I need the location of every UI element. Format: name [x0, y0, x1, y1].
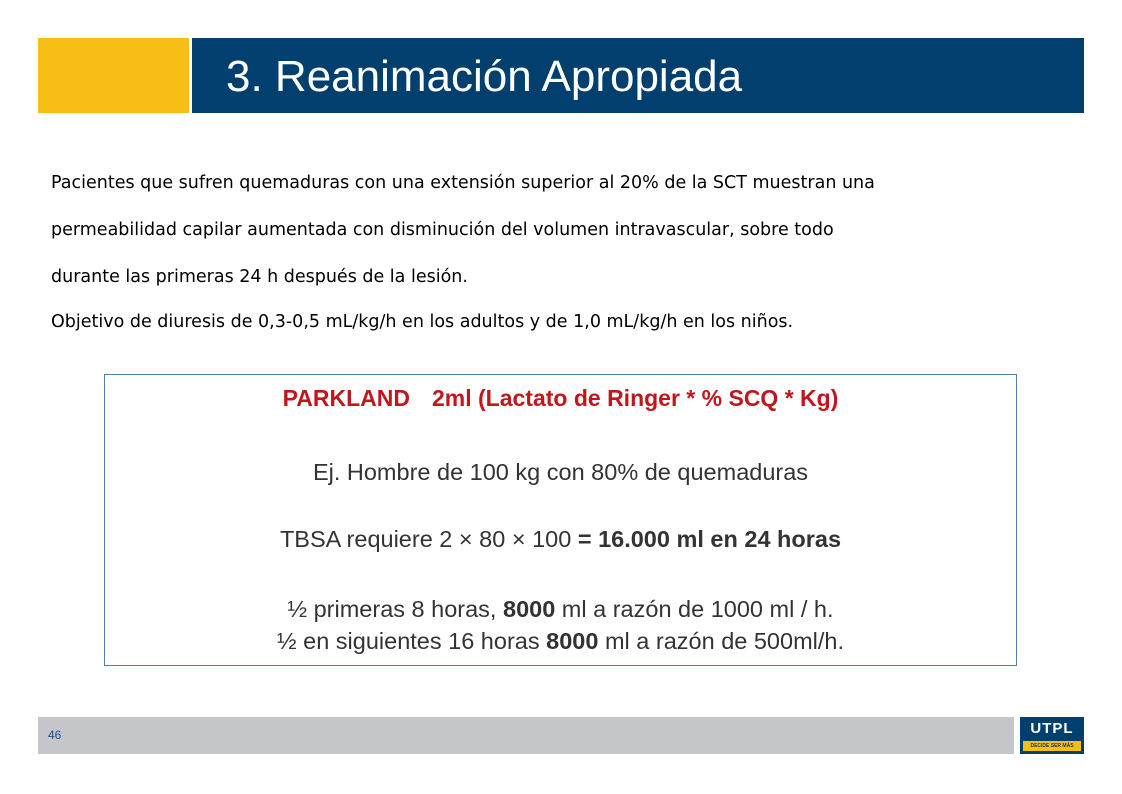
header-accent-block — [38, 38, 189, 113]
formula-expression: 2ml (Lactato de Ringer * % SCQ * Kg) — [431, 385, 839, 411]
utpl-logo — [1020, 717, 1084, 754]
split-lines — [105, 593, 1016, 657]
split-line-2-volume: 8000 — [546, 628, 599, 654]
body-line-1: Pacientes que sufren quemaduras con una extensión superior al 20% de la SCT muestran una — [51, 173, 875, 193]
body-text — [51, 160, 1071, 346]
split-line-1-c: ml a razón de 1000 ml / h. — [555, 596, 834, 622]
body-line-4: Objetivo de diuresis de 0,3-0,5 mL/kg/h en los adultos y de 1,0 mL/kg/h en los niños. — [51, 312, 794, 332]
calculation-line — [105, 524, 1016, 554]
logo-tagline-bar — [1023, 741, 1081, 751]
page-title: 3. Reanimación Apropiada — [226, 52, 743, 101]
split-line-1-volume: 8000 — [503, 596, 556, 622]
body-line-3: durante las primeras 24 h después de la lesión. — [51, 267, 468, 287]
calc-prefix: TBSA requiere 2 × 80 × 100 — [279, 526, 572, 552]
title-bar — [192, 38, 1084, 113]
page-number: 46 — [48, 728, 62, 742]
split-line-2-a: ½ en siguientes 16 horas — [277, 628, 547, 654]
logo-text: UTPL — [1030, 720, 1074, 737]
formula-name: PARKLAND — [282, 385, 410, 411]
body-line-2: permeabilidad capilar aumentada con disminución del volumen intravascular, sobre todo — [51, 220, 834, 240]
parkland-formula-box — [104, 374, 1017, 666]
split-line-2 — [105, 625, 1016, 657]
split-line-2-c: ml a razón de 500ml/h. — [598, 628, 844, 654]
split-line-1-a: ½ primeras 8 horas, — [287, 596, 503, 622]
formula-title — [105, 383, 1016, 413]
calc-result: = 16.000 ml en 24 horas — [577, 526, 842, 552]
example-line: Ej. Hombre de 100 kg con 80% de quemaduras — [312, 459, 809, 485]
logo-tagline: DECIDE SER MÁS — [1030, 743, 1074, 749]
split-line-1 — [105, 593, 1016, 625]
footer-bar — [38, 717, 1014, 754]
